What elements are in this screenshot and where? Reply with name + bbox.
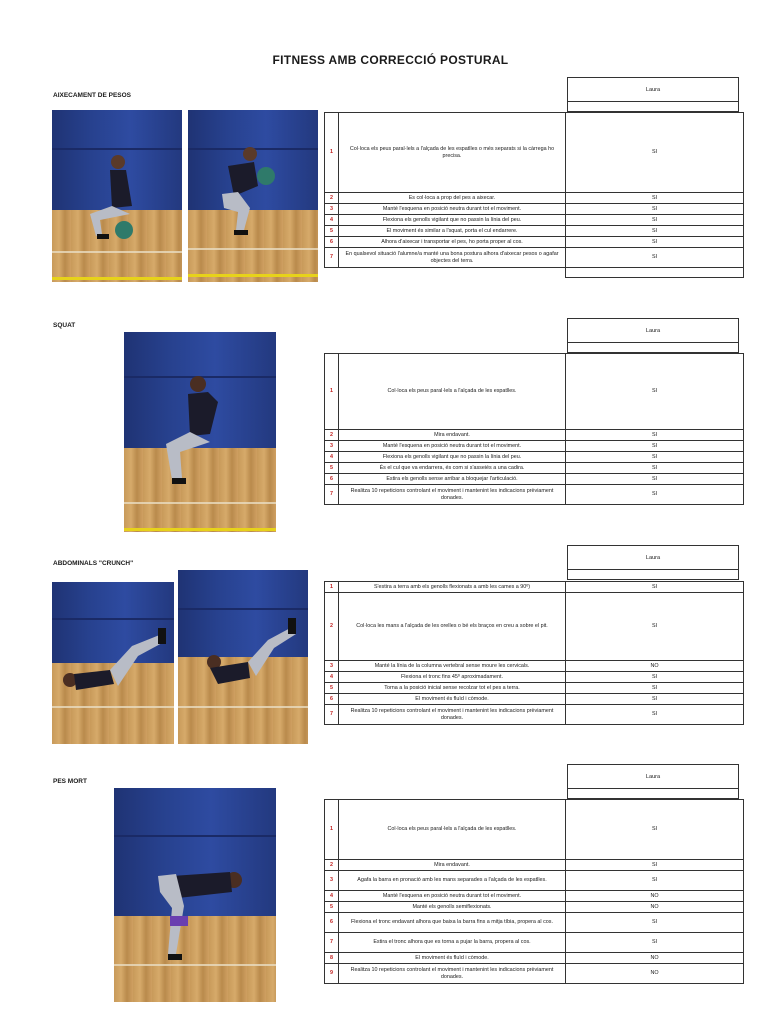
assessment-value: SI xyxy=(566,248,744,268)
row-number: 4 xyxy=(325,452,339,463)
row-number: 7 xyxy=(325,485,339,505)
criterion-text: Es col·loca a prop del pes a aixecar. xyxy=(339,193,566,204)
criterion-text: Col·loca els peus paral·lels a l'alçada de les espatlles o més separats si la càrrega ho precisa. xyxy=(339,113,566,193)
table-row xyxy=(325,113,744,193)
table-row xyxy=(325,902,744,913)
table-row xyxy=(325,964,744,984)
assessment-value: NO xyxy=(566,661,744,672)
table-row xyxy=(325,354,744,430)
assessment-value: SI xyxy=(566,204,744,215)
assessment-value: SI xyxy=(566,683,744,694)
table-row xyxy=(325,953,744,964)
table-row xyxy=(325,913,744,933)
assessment-value: SI xyxy=(566,354,744,430)
photo-pes-mort xyxy=(114,788,276,1002)
assessment-value: SI xyxy=(566,113,744,193)
student-name: Laura xyxy=(568,546,739,570)
photo-squat xyxy=(124,332,276,532)
table-row xyxy=(325,193,744,204)
assessment-value: SI xyxy=(566,237,744,248)
assessment-value: SI xyxy=(566,582,744,593)
criterion-text: Mira endavant. xyxy=(339,430,566,441)
criterion-text: Flexiona els genolls vigilant que no passin la línia del peu. xyxy=(339,452,566,463)
criterion-text: S'estira a terra amb els genolls flexionats a amb les cames a 90º) xyxy=(339,582,566,593)
table-row xyxy=(325,694,744,705)
criterion-text: Col·loca les mans a l'alçada de les orelles o bé els braços en creu a sobre el pit. xyxy=(339,593,566,661)
row-number: 6 xyxy=(325,474,339,485)
table-row xyxy=(325,661,744,672)
assessment-value: SI xyxy=(566,672,744,683)
assessment-value: SI xyxy=(566,913,744,933)
assessment-value xyxy=(566,268,744,278)
row-number: 1 xyxy=(325,800,339,860)
table-row xyxy=(325,463,744,474)
page-title: FITNESS AMB CORRECCIÓ POSTURAL xyxy=(272,53,509,67)
section-label-squat: SQUAT xyxy=(53,322,76,329)
row-number: 7 xyxy=(325,705,339,725)
assessment-value: NO xyxy=(566,953,744,964)
header-student-2 xyxy=(567,318,739,353)
table-row xyxy=(325,672,744,683)
assessment-value: SI xyxy=(566,474,744,485)
row-number: 6 xyxy=(325,694,339,705)
criterion-text: El moviment és similar a l'squat, porta el cul endarrere. xyxy=(339,226,566,237)
row-number: 6 xyxy=(325,237,339,248)
assessment-value: SI xyxy=(566,485,744,505)
student-name: Laura xyxy=(568,319,739,343)
criterion-text: Realitza 10 repeticions controlant el moviment i mantenint les indicacions prèviament donades. xyxy=(339,705,566,725)
row-number: 1 xyxy=(325,113,339,193)
row-number: 4 xyxy=(325,672,339,683)
row-number: 7 xyxy=(325,933,339,953)
table-row xyxy=(325,891,744,902)
table-row xyxy=(325,705,744,725)
assessment-value: SI xyxy=(566,215,744,226)
row-number: 4 xyxy=(325,215,339,226)
assessment-value xyxy=(325,268,339,278)
student-name: Laura xyxy=(568,78,739,102)
table-row xyxy=(325,593,744,661)
row-number: 3 xyxy=(325,204,339,215)
table-row xyxy=(325,474,744,485)
criterion-text: Agafa la barra en pronació amb les mans separades a l'alçada de les espatlles. xyxy=(339,871,566,891)
header-student-3 xyxy=(567,545,739,580)
criterion-text: Mira endavant. xyxy=(339,860,566,871)
table-row xyxy=(325,441,744,452)
table-row xyxy=(325,215,744,226)
row-number: 2 xyxy=(325,193,339,204)
row-number: 3 xyxy=(325,441,339,452)
rubric-table-aixecament xyxy=(324,112,744,278)
row-number: 3 xyxy=(325,871,339,891)
section-label-crunch: ABDOMINALS "CRUNCH" xyxy=(53,560,134,567)
row-number: 8 xyxy=(325,953,339,964)
table-row xyxy=(325,683,744,694)
criterion-text: Estira el tronc alhora que es torna a pujar la barra, propera al cos. xyxy=(339,933,566,953)
criterion-text: Flexiona el tronc endavant alhora que baixa la barra fins a mitja tíbia, propera al cos. xyxy=(339,913,566,933)
criterion-text: Manté la línia de la columna vertebral sense moure les cervicals. xyxy=(339,661,566,672)
criterion-text: Torna a la posició inicial sense recolzar tot el pes a terra. xyxy=(339,683,566,694)
table-row xyxy=(325,430,744,441)
assessment-value: SI xyxy=(566,593,744,661)
table-row xyxy=(325,800,744,860)
assessment-value xyxy=(339,268,566,278)
assessment-value: SI xyxy=(566,452,744,463)
assessment-value: SI xyxy=(566,193,744,204)
criterion-text: Estira els genolls sense arribar a bloquejar l'articulació. xyxy=(339,474,566,485)
rubric-table-crunch xyxy=(324,581,744,725)
table-row xyxy=(325,237,744,248)
section-label-aixecament: AIXECAMENT DE PESOS xyxy=(53,92,132,99)
criterion-text: Manté l'esquena en posició neutra durant tot el moviment. xyxy=(339,204,566,215)
assessment-value: SI xyxy=(566,463,744,474)
row-number: 5 xyxy=(325,683,339,694)
criterion-text: El moviment és fluïd i còmode. xyxy=(339,694,566,705)
assessment-value: SI xyxy=(566,226,744,237)
table-row xyxy=(325,933,744,953)
criterion-text: Col·loca els peus paral·lels a l'alçada de les espatlles. xyxy=(339,354,566,430)
row-number: 3 xyxy=(325,661,339,672)
row-number: 6 xyxy=(325,913,339,933)
table-row xyxy=(325,860,744,871)
assessment-value: SI xyxy=(566,871,744,891)
table-row xyxy=(325,871,744,891)
criterion-text: Col·loca els peus paral·lels a l'alçada de les espatlles. xyxy=(339,800,566,860)
photo-aixecament-2 xyxy=(188,110,318,282)
criterion-text: Realitza 10 repeticions controlant el moviment i mantenint les indicacions prèviament donades. xyxy=(339,485,566,505)
rubric-table-squat xyxy=(324,353,744,505)
table-row xyxy=(325,204,744,215)
assessment-value: SI xyxy=(566,705,744,725)
table-row xyxy=(325,485,744,505)
photo-aixecament-1 xyxy=(52,110,182,282)
assessment-value: SI xyxy=(566,694,744,705)
table-row xyxy=(325,248,744,268)
table-row xyxy=(325,452,744,463)
row-number: 7 xyxy=(325,248,339,268)
criterion-text: El moviment és fluïd i còmode. xyxy=(339,953,566,964)
assessment-value: NO xyxy=(566,891,744,902)
row-number: 2 xyxy=(325,860,339,871)
criterion-text: Flexiona els genolls vigilant que no passin la línia del peu. xyxy=(339,215,566,226)
photo-crunch-1 xyxy=(52,582,174,744)
criterion-text: Manté els genolls semiflexionats. xyxy=(339,902,566,913)
criterion-text: És el cul que va endarrera, és com si s'asseiés a una cadira. xyxy=(339,463,566,474)
header-student-4 xyxy=(567,764,739,799)
row-number: 5 xyxy=(325,902,339,913)
row-number: 1 xyxy=(325,582,339,593)
table-row xyxy=(325,226,744,237)
assessment-value: SI xyxy=(566,800,744,860)
row-number: 5 xyxy=(325,463,339,474)
assessment-value: SI xyxy=(566,441,744,452)
row-number: 5 xyxy=(325,226,339,237)
criterion-text: Flexiona el tronc fins 45º aproximadament. xyxy=(339,672,566,683)
assessment-value: SI xyxy=(566,933,744,953)
criterion-text: Realitza 10 repeticions controlant el moviment i mantenint les indicacions prèviament donades. xyxy=(339,964,566,984)
rubric-table-pes-mort xyxy=(324,799,744,984)
student-name: Laura xyxy=(568,765,739,789)
criterion-text: Manté l'esquena en posició neutra durant tot el moviment. xyxy=(339,441,566,452)
table-row xyxy=(325,582,744,593)
assessment-value: SI xyxy=(566,430,744,441)
criterion-text: Manté l'esquena en posició neutra durant tot el moviment. xyxy=(339,891,566,902)
criterion-text: Alhora d'aixecar i transportar el pes, ho porta proper al cos. xyxy=(339,237,566,248)
row-number: 4 xyxy=(325,891,339,902)
row-number: 2 xyxy=(325,430,339,441)
photo-crunch-2 xyxy=(178,570,308,744)
section-label-pes-mort: PES MORT xyxy=(53,778,87,785)
assessment-value: SI xyxy=(566,860,744,871)
criterion-text: En qualsevol situació l'alumne/a manté una bona postura alhora d'aixecar pesos o agafar objectes del terra. xyxy=(339,248,566,268)
assessment-value: NO xyxy=(566,902,744,913)
row-number: 9 xyxy=(325,964,339,984)
assessment-value: NO xyxy=(566,964,744,984)
header-student-1 xyxy=(567,77,739,112)
row-number: 2 xyxy=(325,593,339,661)
row-number: 1 xyxy=(325,354,339,430)
